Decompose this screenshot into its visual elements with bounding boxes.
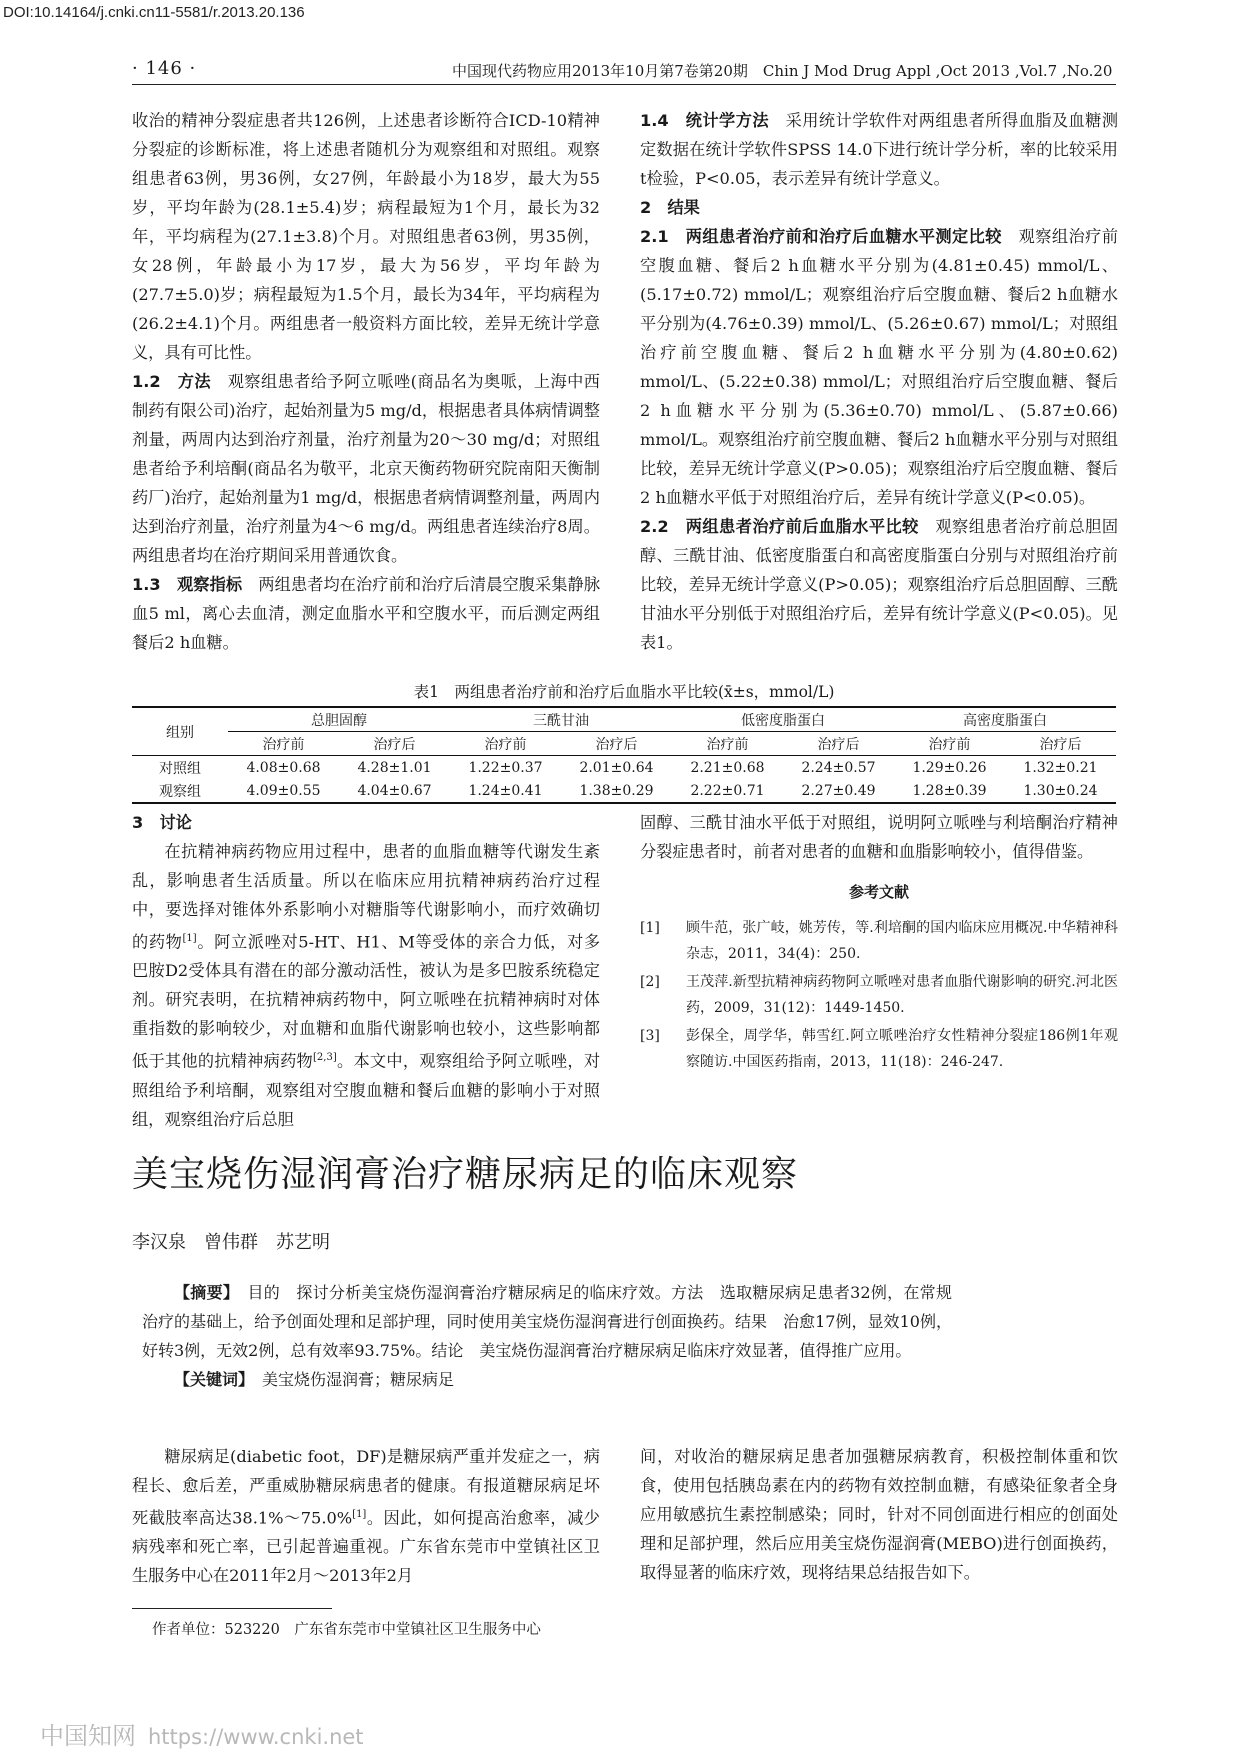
paragraph-text: 。本文中，观察组给予阿立哌唑，对照组给予利培酮，观察组对空腹血糖和餐后血糖的影响小于对照组，观察组治疗后总胆 bbox=[132, 1051, 601, 1129]
row-label: 观察组 bbox=[132, 779, 228, 803]
left-column-upper bbox=[132, 106, 600, 657]
discussion-heading: 3 讨论 bbox=[132, 813, 192, 832]
table-header: 三酰甘油 bbox=[450, 707, 672, 732]
paragraph bbox=[640, 512, 1118, 657]
page-number: · 146 · bbox=[132, 58, 197, 79]
abstract-label: 【摘要】 bbox=[174, 1283, 232, 1302]
reference-item bbox=[640, 1023, 1118, 1075]
paragraph-text: 观察组患者治疗前总胆固醇、三酰甘油、低密度脂蛋白和高密度脂蛋白分别与对照组治疗前比较，差异无统计学意义(P>0.05)；观察组治疗后总胆固醇、三酰甘油水平分别低于对照组治疗后，差异有统计学意义(P<0.05)。见表1。 bbox=[640, 517, 1119, 652]
paragraph-text: 。阿立派唑对5-HT、H1、M等受体的亲合力低，对多巴胺D2受体具有潜在的部分激动活性，被认为是多巴胺系统稳定剂。研究表明，在抗精神病药物中，阿立哌唑在抗精神病时对体重指数的影响较少，对血糖和血脂代谢影响也较小，这些影响都低于其他的抗精神病药物 bbox=[132, 932, 601, 1071]
section-heading bbox=[132, 808, 600, 837]
table-header-group: 组别 bbox=[132, 707, 228, 756]
table-cell: 2.22±0.71 bbox=[672, 779, 783, 803]
keywords-label: 【关键词】 bbox=[174, 1370, 247, 1389]
table-row bbox=[132, 756, 1116, 780]
paragraph bbox=[132, 1442, 600, 1590]
author-affiliation: 作者单位：523220 广东省东莞市中堂镇社区卫生服务中心 bbox=[152, 1622, 541, 1638]
table-subheader: 治疗后 bbox=[1005, 732, 1116, 756]
reference-item bbox=[640, 969, 1118, 1021]
intro-right bbox=[640, 1442, 1118, 1587]
table-caption: 表1 两组患者治疗前和治疗后血脂水平比较(x̄±s，mmol/L) bbox=[413, 683, 835, 701]
table-subheader: 治疗后 bbox=[339, 732, 450, 756]
section-heading: 2 结果 bbox=[640, 198, 700, 217]
citation: [1] bbox=[182, 933, 197, 944]
article-authors: 李汉泉 曾伟群 苏艺明 bbox=[132, 1232, 330, 1253]
table-subheader: 治疗前 bbox=[672, 732, 783, 756]
table-subheader: 治疗后 bbox=[783, 732, 894, 756]
paragraph bbox=[640, 193, 1118, 222]
table-subheader: 治疗后 bbox=[561, 732, 672, 756]
article-title: 美宝烧伤湿润膏治疗糖尿病足的临床观察 bbox=[132, 1154, 799, 1195]
section-heading: 1.3 观察指标 bbox=[132, 575, 243, 594]
row-label: 对照组 bbox=[159, 760, 201, 777]
table-cell: 2.01±0.64 bbox=[579, 759, 654, 776]
table-subheader: 治疗前 bbox=[450, 732, 561, 756]
lipid-table bbox=[132, 706, 1116, 804]
references-title: 参考文献 bbox=[848, 883, 909, 901]
section-heading: 1.2 方法 bbox=[132, 372, 212, 391]
paragraph-text: 。因此，如何提高治愈率，减少病残率和死亡率，已引起普遍重视。广东省东莞市中堂镇社区卫生服务中心在2011年2月～2013年2月 bbox=[132, 1508, 600, 1586]
paragraph: 固醇、三酰甘油水平低于对照组，说明阿立哌唑与利培酮治疗精神分裂症患者时，前者对患者的血糖和血脂影响较小，值得借鉴。 bbox=[640, 813, 1118, 861]
keywords bbox=[142, 1365, 952, 1394]
reference-number: [2] bbox=[640, 974, 660, 990]
table-cell: 2.24±0.57 bbox=[801, 759, 876, 776]
discussion-continuation bbox=[640, 808, 1118, 1077]
reference-number: [3] bbox=[640, 1028, 660, 1044]
table-cell: 2.21±0.68 bbox=[690, 759, 765, 776]
table-cell: 4.28±1.01 bbox=[357, 759, 432, 776]
abstract bbox=[142, 1278, 952, 1365]
reference-text: 顾牛范，张广岐，姚芳传，等.利培酮的国内临床应用概况.中华精神科杂志，2011，34(4)：250. bbox=[686, 920, 1118, 962]
reference-text: 王茂萍.新型抗精神病药物阿立哌唑对患者血脂代谢影响的研究.河北医药，2009，31(12)：1449-1450. bbox=[686, 974, 1118, 1016]
citation: [1] bbox=[352, 1509, 367, 1520]
section-heading: 1.4 统计学方法 bbox=[640, 111, 769, 130]
paragraph-text: 糖尿病足(diabetic foot，DF)是糖尿病严重并发症之一，病程长、愈后差，严重威胁糖尿病患者的健康。有报道糖尿病足坏死截肢率高达38.1%～75.0% bbox=[132, 1447, 600, 1528]
table-header: 低密度脂蛋白 bbox=[672, 707, 894, 732]
table-cell: 2.27±0.49 bbox=[783, 779, 894, 803]
footnote-rule bbox=[132, 1608, 332, 1609]
table-cell: 1.29±0.26 bbox=[912, 759, 987, 776]
paragraph bbox=[640, 222, 1118, 512]
table-cell: 1.30±0.24 bbox=[1005, 779, 1116, 803]
abstract-block bbox=[142, 1278, 952, 1394]
paragraph bbox=[132, 837, 600, 1134]
section-heading: 2.2 两组患者治疗前后血脂水平比较 bbox=[640, 517, 919, 536]
paragraph bbox=[132, 570, 600, 657]
paragraph: 收治的精神分裂症患者共126例，上述患者诊断符合ICD-10精神分裂症的诊断标准，将上述患者随机分为观察组和对照组。观察组患者63例，男36例，女27例，年龄最小为18岁，最大为55岁，平均年龄为(28.1±5.4)岁；病程最短为1个月，最长为32年，平均病程为(27.1±3.8)个月。对照组患者63例，男35例，女28例，年龄最小为17岁，最大为56岁，平均年龄为(27.7±5.0)岁；病程最短为1.5个月，最长为34年，平均病程为(26.2±4.1)个月。两组患者一般资料方面比较，差异无统计学意义，具有可比性。 bbox=[132, 111, 600, 362]
reference-number: [1] bbox=[640, 920, 660, 936]
table-cell: 1.24±0.41 bbox=[450, 779, 561, 803]
watermark-url: https://www.cnki.net bbox=[148, 1725, 364, 1749]
paragraph-text: 在抗精神病药物应用过程中，患者的血脂血糖等代谢发生紊乱，影响患者生活质量。所以在临床应用抗精神病药治疗过程中，要选择对锥体外系影响小对糖脂等代谢影响小，而疗效确切的药物 bbox=[132, 842, 600, 952]
table-cell: 4.04±0.67 bbox=[339, 779, 450, 803]
table-cell: 1.28±0.39 bbox=[894, 779, 1005, 803]
abstract-text: 目的 探讨分析美宝烧伤湿润膏治疗糖尿病足的临床疗效。方法 选取糖尿病足患者32例，在常规治疗的基础上，给予创面处理和足部护理，同时使用美宝烧伤湿润膏进行创面换药。结果 治愈17例，显效10例，好转3例，无效2例，总有效率93.75%。结论 美宝烧伤湿润膏治疗糖尿病足临床疗效显著，值得推广应用。 bbox=[142, 1283, 952, 1360]
table-cell: 4.08±0.68 bbox=[246, 759, 321, 776]
discussion-column bbox=[132, 808, 600, 1134]
table-subheader: 治疗前 bbox=[228, 732, 339, 756]
paragraph bbox=[132, 367, 600, 570]
watermark bbox=[40, 1716, 364, 1751]
reference-text: 彭保全，周学华，韩雪红.阿立哌唑治疗女性精神分裂症186例1年观察随访.中国医药指南，2013，11(18)：246-247. bbox=[686, 1028, 1118, 1070]
paragraph-text: 观察组治疗前空腹血糖、餐后2 h血糖水平分别为(4.81±0.45) mmol/L、(5.17±0.72) mmol/L；观察组治疗后空腹血糖、餐后2 h血糖水平分别为(4.76±0.39) mmol/L、(5.26±0.67) mmol/L；对照组治疗前空腹血糖、餐后2 h血糖水平分别为(4.80±0.62) mmol/L、(5.22±0.38) mmol/L；对照组治疗后空腹血糖、餐后2 h血糖水平分别为(5.36±0.70) mmol/L、(5.87±0.66) mmol/L。观察组治疗前空腹血糖、餐后2 h血糖水平分别与对照组比较，差异无统计学意义(P>0.05)；观察组治疗后空腹血糖、餐后2 h血糖水平低于对照组治疗后，差异有统计学意义(P<0.05)。 bbox=[640, 227, 1119, 507]
paragraph-text: 观察组患者给予阿立哌唑(商品名为奥哌，上海中西制药有限公司)治疗，起始剂量为5 mg/d，根据患者具体病情调整剂量，两周内达到治疗剂量，治疗剂量为20～30 mg/d；对照组患者给予利培酮(商品名为敬平，北京天衡药物研究院南阳天衡制药厂)治疗，起始剂量为1 mg/d，根据患者病情调整剂量，两周内达到治疗剂量，治疗剂量为4～6 mg/d。两组患者连续治疗8周。两组患者均在治疗期间采用普通饮食。 bbox=[132, 372, 600, 565]
table-cell: 1.38±0.29 bbox=[561, 779, 672, 803]
table-cell: 4.09±0.55 bbox=[228, 779, 339, 803]
doi-line: DOI:10.14164/j.cnki.cn11-5581/r.2013.20.136 bbox=[3, 4, 305, 21]
header-rule bbox=[132, 84, 1116, 85]
table-header: 总胆固醇 bbox=[228, 707, 450, 732]
section-heading: 2.1 两组患者治疗前和治疗后血糖水平测定比较 bbox=[640, 227, 1002, 246]
table-cell: 1.22±0.37 bbox=[468, 759, 543, 776]
running-header: 中国现代药物应用2013年10月第7卷第20期 Chin J Mod Drug Appl ,Oct 2013 ,Vol.7 ,No.20 bbox=[452, 62, 1113, 80]
keywords-text: 美宝烧伤湿润膏；糖尿病足 bbox=[262, 1370, 455, 1389]
table-cell: 1.32±0.21 bbox=[1023, 759, 1098, 776]
paragraph bbox=[640, 106, 1118, 193]
table-header: 高密度脂蛋白 bbox=[894, 707, 1116, 732]
paragraph-text: 两组患者均在治疗前和治疗后清晨空腹采集静脉血5 ml，离心去血清，测定血脂水平和空腹水平，而后测定两组餐后2 h血糖。 bbox=[132, 575, 601, 652]
reference-item bbox=[640, 915, 1118, 967]
watermark-brand: 中国知网 bbox=[40, 1722, 136, 1750]
paragraph-text: 采用统计学软件对两组患者所得血脂及血糖测定数据在统计学软件SPSS 14.0下进行统计学分析，率的比较采用t检验，P<0.05，表示差异有统计学意义。 bbox=[640, 111, 1119, 188]
table-row bbox=[132, 779, 1116, 803]
right-column-upper bbox=[640, 106, 1118, 657]
citation: [2,3] bbox=[313, 1052, 337, 1064]
intro-left bbox=[132, 1442, 600, 1590]
table-subheader: 治疗前 bbox=[894, 732, 1005, 756]
paragraph: 间，对收治的糖尿病足患者加强糖尿病教育，积极控制体重和饮食，使用包括胰岛素在内的药物有效控制血糖，有感染征象者全身应用敏感抗生素控制感染；同时，针对不同创面进行相应的创面处理和足部护理，然后应用美宝烧伤湿润膏(MEBO)进行创面换药，取得显著的临床疗效，现将结果总结报告如下。 bbox=[640, 1447, 1118, 1582]
